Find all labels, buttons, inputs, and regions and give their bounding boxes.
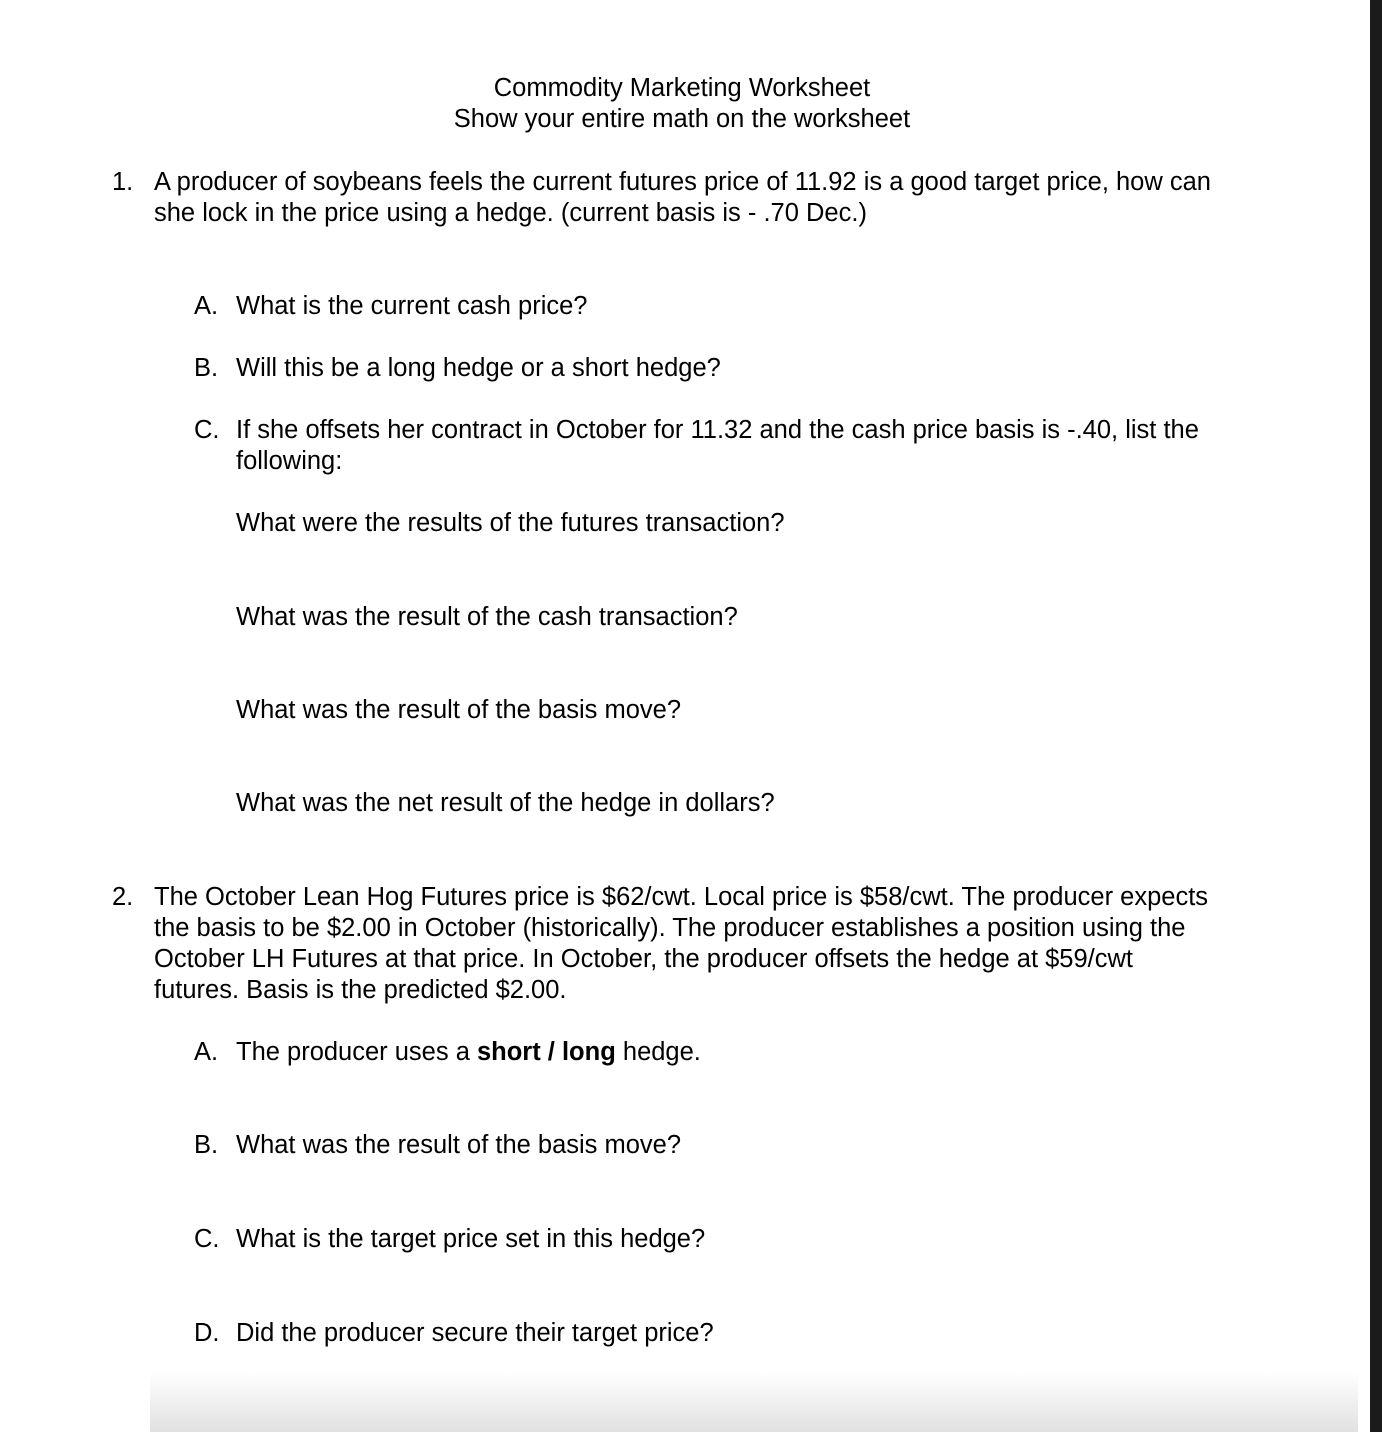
q1-c-text-line1: If she offsets her contract in October for 11.32 and the cash price basis is -.40, list the: [236, 416, 1199, 444]
window-edge: [1370, 0, 1382, 1432]
q1-a-letter: A.: [194, 292, 219, 320]
q1-c-sub-net: What was the net result of the hedge in dollars?: [236, 789, 775, 817]
q2-text-line1: The October Lean Hog Futures price is $62/cwt. Local price is $58/cwt. The producer expects: [154, 883, 1209, 911]
q2-d-letter: D.: [194, 1319, 220, 1347]
q2-number: 2.: [112, 883, 134, 911]
q2-a-prefix: The producer uses a: [236, 1038, 477, 1066]
q2-text-line2: the basis to be $2.00 in October (historically). The producer establishes a position using the: [154, 914, 1186, 942]
q1-c-sub-cash: What was the result of the cash transaction?: [236, 603, 738, 631]
q1-c-sub-basis: What was the result of the basis move?: [236, 696, 682, 724]
q2-d-text: Did the producer secure their target price?: [236, 1319, 714, 1347]
worksheet-subtitle: Show your entire math on the worksheet: [453, 105, 911, 133]
q2-c-letter: C.: [194, 1225, 220, 1253]
q1-c-sub-futures: What were the results of the futures transaction?: [236, 509, 785, 537]
q2-text-line3: October LH Futures at that price. In October, the producer offsets the hedge at $59/cwt: [154, 945, 1133, 973]
q2-text-line4: futures. Basis is the predicted $2.00.: [154, 976, 567, 1004]
q1-text-line2: she lock in the price using a hedge. (current basis is - .70 Dec.): [154, 199, 867, 227]
worksheet-title: Commodity Marketing Worksheet: [493, 74, 871, 102]
q1-c-letter: C.: [194, 416, 220, 444]
q2-a-choice: short / long: [476, 1038, 616, 1066]
q2-c-text: What is the target price set in this hedge?: [236, 1225, 706, 1253]
q2-a-text: [236, 1037, 701, 1068]
q1-text-line1: A producer of soybeans feels the current futures price of 11.92 is a good target price, how can: [154, 168, 1211, 196]
q1-b-text: Will this be a long hedge or a short hedge?: [236, 354, 721, 382]
q2-b-letter: B.: [194, 1131, 219, 1159]
q1-number: 1.: [112, 168, 134, 196]
q1-c-text-line2: following:: [236, 447, 343, 475]
q2-a-letter: A.: [194, 1038, 219, 1066]
q2-a-suffix: hedge.: [615, 1038, 701, 1066]
page-bottom-shadow: [150, 1372, 1358, 1432]
q1-b-letter: B.: [194, 354, 219, 382]
q2-b-text: What was the result of the basis move?: [236, 1131, 682, 1159]
q1-a-text: What is the current cash price?: [236, 292, 588, 320]
